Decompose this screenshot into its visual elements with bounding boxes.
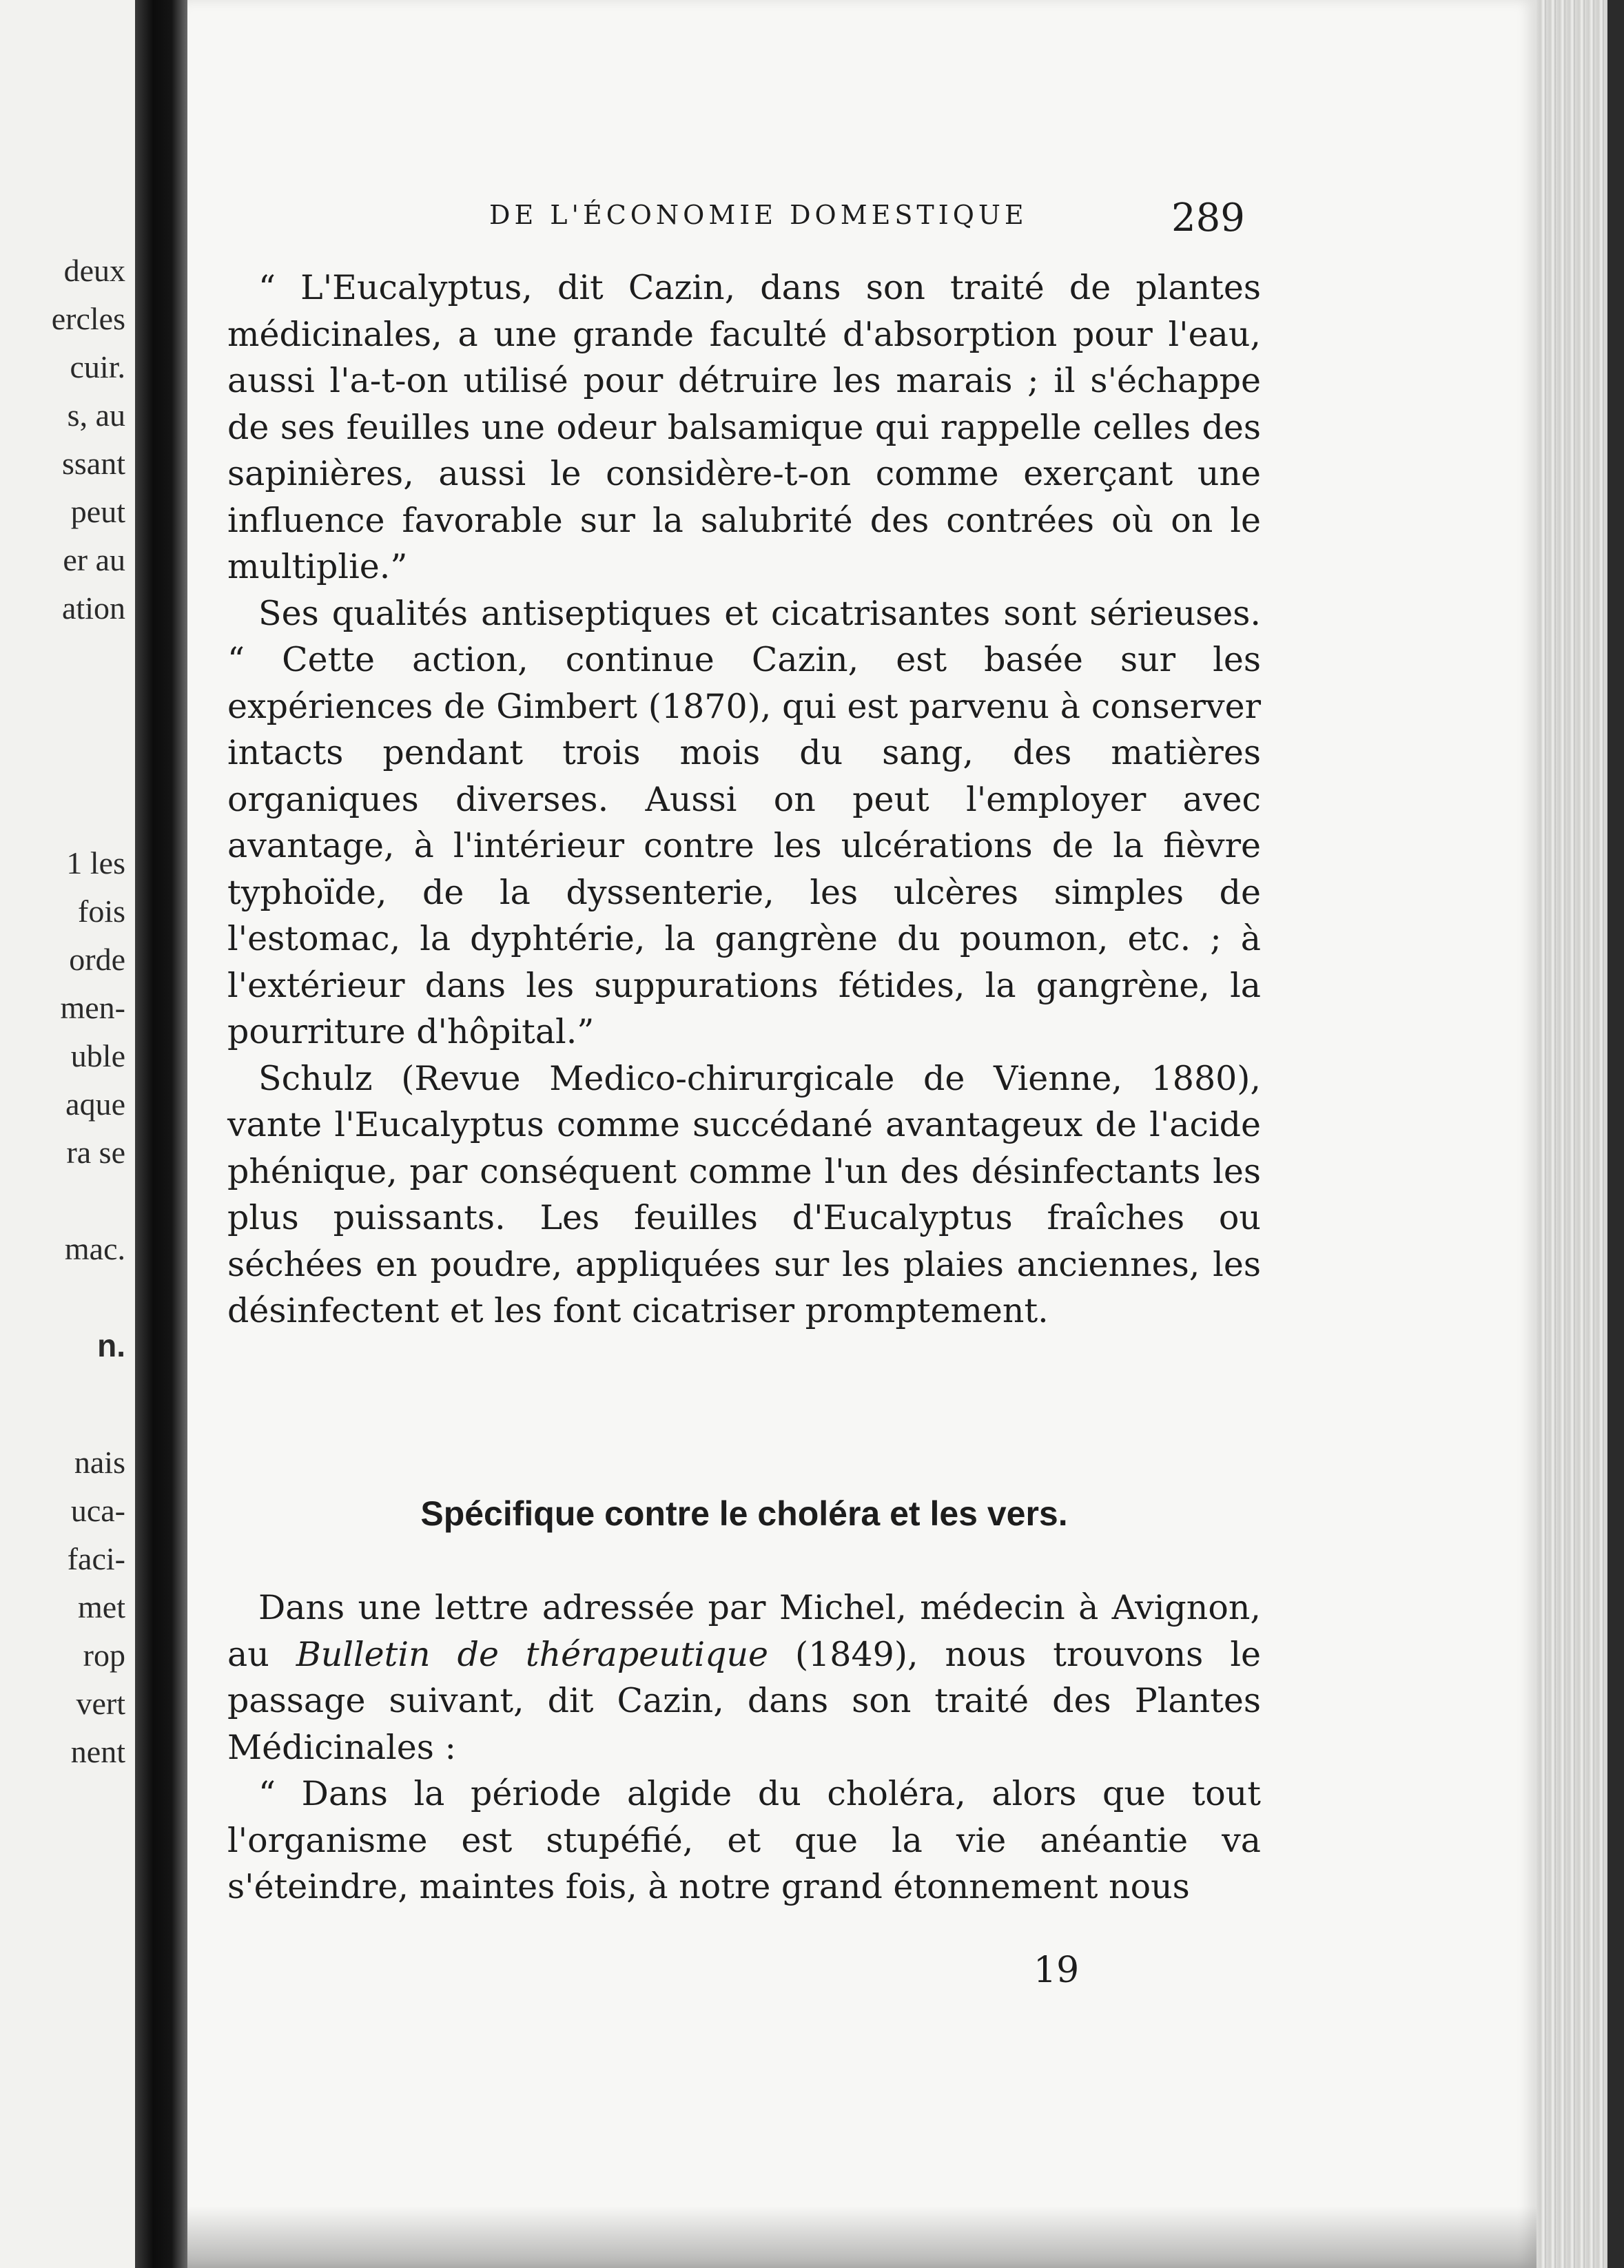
running-head: DE L'ÉCONOMIE DOMESTIQUE [489, 200, 1028, 230]
facing-page-line: fois [78, 894, 125, 929]
facing-page-line: ssant [62, 446, 125, 481]
facing-page-line: aque [65, 1086, 125, 1122]
scan-edge [1607, 0, 1624, 2268]
facing-page-line: met [78, 1589, 125, 1625]
paragraph-text: Dans une lettre adressée par Michel, médecin à Avignon, au [227, 1588, 1261, 1674]
facing-page-line: ra se [66, 1135, 125, 1170]
facing-page-line: rop [83, 1638, 125, 1673]
facing-page-line: nais [74, 1445, 125, 1480]
facing-page-line: orde [69, 942, 125, 977]
facing-page-line: peut [70, 494, 125, 529]
journal-title: Bulletin de thérapeutique [296, 1634, 769, 1674]
facing-page [0, 0, 135, 2268]
text-block-cholera [227, 1585, 1261, 1910]
facing-page-line: ation [62, 590, 125, 626]
facing-page-line: er au [63, 542, 125, 577]
facing-page-line: vert [76, 1686, 125, 1721]
facing-page-line: cuir. [70, 349, 125, 384]
paragraph: “ L'Eucalyptus, dit Cazin, dans son traité de plantes médicinales, a une grande faculté d'absorption pour l'eau, aussi l'a-t-on utilisé pour détruire les marais ; il s'échappe de ses feuilles une odeur balsamique qui rappelle celles des sapinières, aussi le considère-t-on comme exerçant une influence favorable sur la salubrité des contrées où on le multiplie.” [227, 268, 1261, 586]
book-gutter [135, 0, 187, 2268]
paragraph [227, 1585, 1261, 1771]
facing-page-line: faci- [67, 1541, 125, 1576]
facing-page-line: uble [70, 1038, 125, 1073]
paragraph: “ Dans la période algide du choléra, alors que tout l'organisme est stupéfié, et que la vie anéantie va s'éteindre, maintes fois, à notre grand étonnement nous [227, 1774, 1261, 1906]
facing-page-line: nent [70, 1734, 125, 1769]
facing-page-line: mac. [64, 1231, 125, 1266]
page-number: 289 [1171, 196, 1245, 240]
facing-page-line: n. [97, 1328, 125, 1363]
facing-page-line: men- [60, 990, 125, 1025]
page-bottom-shadow [187, 2206, 1536, 2268]
page-edges [1536, 0, 1624, 2268]
facing-page-line: uca- [70, 1493, 125, 1528]
facing-page-line: 1 les [66, 845, 125, 880]
paragraph: Ses qualités antiseptiques et cicatrisantes sont sérieuses. “ Cette action, continue Cazin, est basée sur les expériences de Gimbert (1870), qui est parvenu à conserver intacts pendant trois mois du sang, des matières organiques diverses. Aussi on peut l'employer avec avantage, à l'intérieur contre les ulcérations de la fièvre typhoïde, de la dyssenterie, les ulcères simples de l'estomac, la dyphtérie, la gangrène du poumon, etc. ; à l'extérieur dans les suppurations fétides, la gangrène, la pourriture d'hôpital.” [227, 593, 1261, 1051]
text-block-eucalyptus [227, 265, 1261, 1334]
paragraph-text: (1849), nous trouvons le passage suivant, dit Cazin, dans son traité des Plantes Médicinales : [227, 1634, 1261, 1767]
paragraph: Schulz (Revue Medico-chirurgicale de Vienne, 1880), vante l'Eucalyptus comme succédané avantageux de l'acide phénique, par conséquent comme l'un des désinfectants les plus puissants. Les feuilles d'Eucalyptus fraîches ou séchées en poudre, appliquées sur les plaies anciennes, les désinfectent et les font cicatriser promptement. [227, 1058, 1261, 1330]
facing-page-line: s, au [67, 398, 125, 433]
facing-page-line: deux [63, 253, 125, 288]
facing-page-line: ercles [51, 301, 125, 336]
section-heading: Spécifique contre le choléra et les vers. [420, 1494, 1068, 1533]
signature-mark: 19 [1034, 1950, 1080, 1991]
